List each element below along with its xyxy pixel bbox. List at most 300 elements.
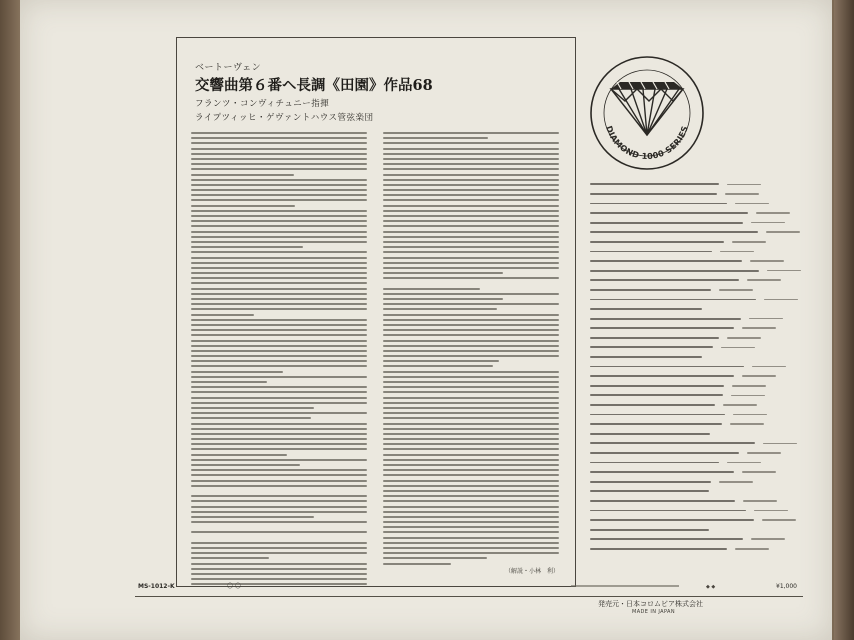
text-line <box>383 490 559 492</box>
text-line <box>191 500 367 502</box>
catalog-entry-title <box>590 212 748 214</box>
catalog-entry-title <box>590 375 734 377</box>
catalog-number: MS-1012-K <box>138 583 175 590</box>
catalog-entry-number <box>732 241 766 243</box>
text-line <box>191 272 367 274</box>
catalog-entry-title <box>590 462 719 464</box>
text-line <box>383 303 559 305</box>
text-line <box>191 205 295 207</box>
catalog-entry-title <box>590 366 744 368</box>
text-line <box>191 521 367 523</box>
text-line <box>383 371 559 373</box>
text-line <box>383 257 559 259</box>
text-line <box>191 288 367 290</box>
text-line <box>191 433 367 435</box>
catalog-entry-number <box>742 375 776 377</box>
footer-rule <box>135 596 803 597</box>
logo-series-text: DIAMOND 1000 SERIES <box>604 124 690 162</box>
text-line <box>191 174 294 176</box>
text-line <box>383 480 559 482</box>
catalog-entry <box>590 506 810 515</box>
text-line <box>383 423 559 425</box>
text-line <box>383 215 559 217</box>
text-line <box>191 220 367 222</box>
catalog-entry-number <box>719 289 753 291</box>
catalog-entry <box>590 266 810 275</box>
catalog-entry-number <box>727 184 761 186</box>
text-line <box>383 391 559 393</box>
catalog-entry <box>590 190 810 199</box>
catalog-entry <box>590 247 810 256</box>
product-code-mark: ◆ ◆ <box>706 584 716 590</box>
text-line <box>383 168 559 170</box>
text-line <box>191 381 267 383</box>
text-line <box>383 314 559 316</box>
text-line <box>383 464 559 466</box>
text-line <box>191 448 367 450</box>
catalog-entry <box>590 334 810 343</box>
catalog-entry-title <box>590 308 702 310</box>
text-line <box>383 158 559 160</box>
catalog-entry <box>590 276 810 285</box>
text-line <box>383 142 559 144</box>
catalog-entry-number <box>727 337 761 339</box>
catalog-entry-title <box>590 251 712 253</box>
text-line <box>191 423 367 425</box>
diamond-icon <box>611 82 683 135</box>
catalog-entry-number <box>730 423 764 425</box>
catalog-entry-number <box>763 443 797 445</box>
text-line <box>383 210 559 212</box>
text-line <box>191 189 367 191</box>
text-line <box>191 324 367 326</box>
text-line <box>191 251 367 253</box>
text-line <box>191 428 367 430</box>
text-line <box>191 474 367 476</box>
catalog-entry-number <box>749 318 783 320</box>
text-line <box>191 241 367 243</box>
catalog-entry-number <box>727 462 761 464</box>
text-line <box>191 511 367 513</box>
text-line <box>383 542 559 544</box>
text-line <box>383 495 559 497</box>
text-line <box>191 542 367 544</box>
text-line <box>191 547 367 549</box>
catalog-list <box>590 180 810 554</box>
catalog-entry <box>590 420 810 429</box>
text-line <box>191 168 367 170</box>
catalog-entry-title <box>590 404 715 406</box>
liner-notes-box <box>176 37 576 587</box>
text-line <box>191 412 367 414</box>
text-line <box>191 298 367 300</box>
catalog-entry-title <box>590 442 755 444</box>
text-line <box>383 511 559 513</box>
text-line <box>383 148 559 150</box>
catalog-entry-number <box>762 519 796 521</box>
catalog-entry-number <box>710 308 744 310</box>
catalog-entry <box>590 286 810 295</box>
text-line <box>191 438 367 440</box>
text-line <box>191 277 367 279</box>
text-line <box>191 215 367 217</box>
text-line <box>383 350 559 352</box>
text-line <box>383 137 488 139</box>
catalog-entry <box>590 449 810 458</box>
text-line <box>383 334 559 336</box>
text-line <box>383 448 559 450</box>
catalog-entry-number <box>767 270 801 272</box>
catalog-entry-number <box>717 529 751 531</box>
conductor-credit: フランツ・コンヴィチュニー指揮 <box>195 99 330 109</box>
text-line <box>383 438 559 440</box>
text-line <box>191 267 367 269</box>
catalog-entry <box>590 362 810 371</box>
catalog-entry <box>590 324 810 333</box>
liner-signature: （解説・小林 利） <box>504 568 559 575</box>
catalog-entry-title <box>590 433 710 435</box>
catalog-entry-number <box>747 452 781 454</box>
text-line <box>191 583 367 585</box>
text-line <box>191 137 367 139</box>
text-line <box>191 210 367 212</box>
text-line <box>383 298 503 300</box>
catalog-entry-title <box>590 289 711 291</box>
text-line <box>383 397 559 399</box>
catalog-entry-title <box>590 337 719 339</box>
text-line <box>383 563 451 565</box>
text-line <box>383 360 499 362</box>
catalog-entry-title <box>590 193 717 195</box>
orchestra-credit: ライプツィッヒ・ゲヴァントハウス管弦楽団 <box>195 113 374 123</box>
text-line <box>191 417 311 419</box>
catalog-entry-title <box>590 231 758 233</box>
catalog-entry-title <box>590 452 739 454</box>
text-line <box>191 516 314 518</box>
catalog-entry-title <box>590 241 724 243</box>
catalog-entry-title <box>590 529 709 531</box>
catalog-entry <box>590 458 810 467</box>
catalog-entry-title <box>590 183 719 185</box>
text-line <box>383 531 559 533</box>
catalog-entry <box>590 477 810 486</box>
text-line <box>383 153 559 155</box>
text-line <box>383 220 559 222</box>
catalog-entry-number <box>751 538 785 540</box>
text-line <box>383 236 559 238</box>
text-line <box>191 293 367 295</box>
text-line <box>383 272 503 274</box>
catalog-entry <box>590 353 810 362</box>
text-line <box>191 526 367 528</box>
catalog-entry <box>590 516 810 525</box>
text-line <box>191 563 367 565</box>
text-line <box>191 262 367 264</box>
made-in-label: MADE IN JAPAN <box>632 609 676 615</box>
liner-text-column-left <box>191 132 367 589</box>
catalog-entry-number <box>742 471 776 473</box>
text-line <box>383 506 559 508</box>
text-line <box>383 516 559 518</box>
text-line <box>191 578 367 580</box>
catalog-entry-title <box>590 318 741 320</box>
text-line <box>383 163 559 165</box>
catalog-entry-number <box>718 433 752 435</box>
text-line <box>383 381 559 383</box>
text-line <box>383 521 559 523</box>
text-line <box>383 459 559 461</box>
catalog-entry-title <box>590 385 724 387</box>
catalog-entry-title <box>590 394 723 396</box>
text-line <box>383 526 559 528</box>
text-line <box>191 236 367 238</box>
catalog-entry <box>590 497 810 506</box>
text-line <box>383 277 559 279</box>
text-line <box>383 485 559 487</box>
catalog-entry-number <box>742 327 776 329</box>
text-line <box>191 282 367 284</box>
catalog-entry <box>590 180 810 189</box>
catalog-entry-title <box>590 260 742 262</box>
text-line <box>191 464 300 466</box>
text-line <box>383 246 559 248</box>
text-line <box>191 557 269 559</box>
text-line <box>383 184 559 186</box>
text-line <box>383 417 559 419</box>
liner-text-column-right <box>383 132 559 568</box>
background-right-edge <box>834 0 854 640</box>
catalog-entry-title <box>590 510 746 512</box>
catalog-entry-title <box>590 270 759 272</box>
text-line <box>383 365 493 367</box>
catalog-entry-title <box>590 203 727 205</box>
text-line <box>383 319 559 321</box>
background-left-edge <box>0 0 22 640</box>
catalog-entry-title <box>590 500 735 502</box>
text-line <box>383 557 487 559</box>
text-line <box>191 386 367 388</box>
text-line <box>383 407 559 409</box>
text-line <box>383 288 480 290</box>
text-line <box>191 552 367 554</box>
text-line <box>383 469 559 471</box>
text-line <box>191 199 367 201</box>
catalog-entry-number <box>710 356 744 358</box>
catalog-entry-title <box>590 222 743 224</box>
liner-heading <box>195 60 433 123</box>
text-line <box>383 345 559 347</box>
catalog-entry-title <box>590 481 711 483</box>
text-line <box>191 345 367 347</box>
catalog-entry-number <box>733 414 767 416</box>
catalog-entry-title <box>590 490 709 492</box>
catalog-entry-number <box>735 203 769 205</box>
diamond-logo <box>587 53 707 173</box>
distributor-label: 発売元・日本コロムビア株式会社 <box>598 600 703 608</box>
catalog-entry <box>590 439 810 448</box>
text-line <box>191 184 367 186</box>
text-line <box>191 257 367 259</box>
text-line <box>191 397 367 399</box>
catalog-entry <box>590 343 810 352</box>
text-line <box>383 412 559 414</box>
notice-text-line <box>571 585 679 587</box>
work-title: 交響曲第６番ヘ長調《田園》作品68 <box>195 77 433 94</box>
catalog-entry <box>590 372 810 381</box>
text-line <box>191 308 367 310</box>
text-line <box>191 573 367 575</box>
text-line <box>383 340 559 342</box>
catalog-entry-title <box>590 471 734 473</box>
text-line <box>383 428 559 430</box>
text-line <box>383 225 559 227</box>
catalog-entry-title <box>590 538 743 540</box>
text-line <box>191 568 367 570</box>
text-line <box>191 355 367 357</box>
catalog-entry <box>590 535 810 544</box>
text-line <box>383 241 559 243</box>
text-line <box>191 365 367 367</box>
catalog-entry <box>590 381 810 390</box>
catalog-entry <box>590 305 810 314</box>
catalog-entry <box>590 487 810 496</box>
text-line <box>191 334 367 336</box>
catalog-entry-title <box>590 327 734 329</box>
text-line <box>383 231 559 233</box>
text-line <box>191 371 283 373</box>
text-line <box>383 329 559 331</box>
text-line <box>383 386 559 388</box>
text-line <box>191 495 367 497</box>
catalog-entry <box>590 401 810 410</box>
text-line <box>191 303 367 305</box>
text-line <box>383 355 559 357</box>
catalog-entry-number <box>747 279 781 281</box>
catalog-entry-number <box>735 548 769 550</box>
text-line <box>191 163 367 165</box>
text-line <box>191 469 367 471</box>
text-line <box>191 454 287 456</box>
catalog-entry <box>590 468 810 477</box>
catalog-entry-number <box>725 193 759 195</box>
text-line <box>383 324 559 326</box>
text-line <box>191 537 367 539</box>
composer-label: ベートーヴェン <box>195 63 262 73</box>
catalog-entry <box>590 238 810 247</box>
text-line <box>191 490 367 492</box>
text-line <box>383 194 559 196</box>
catalog-entry <box>590 410 810 419</box>
text-line <box>191 225 367 227</box>
text-line <box>383 199 559 201</box>
text-line <box>191 158 367 160</box>
catalog-entry-title <box>590 519 754 521</box>
text-line <box>191 459 367 461</box>
text-line <box>191 231 367 233</box>
catalog-entry-number <box>766 231 800 233</box>
text-line <box>383 251 559 253</box>
text-line <box>383 454 559 456</box>
text-line <box>191 340 367 342</box>
text-line <box>383 189 559 191</box>
catalog-entry <box>590 295 810 304</box>
catalog-entry <box>590 391 810 400</box>
text-line <box>191 132 367 134</box>
catalog-entry-number <box>752 366 786 368</box>
text-line <box>191 531 367 533</box>
text-line <box>191 506 367 508</box>
text-line <box>383 262 559 264</box>
text-line <box>383 174 559 176</box>
text-line <box>191 329 367 331</box>
catalog-entry-title <box>590 548 727 550</box>
catalog-entry-title <box>590 356 702 358</box>
text-line <box>191 246 303 248</box>
text-line <box>191 376 367 378</box>
text-line <box>383 402 559 404</box>
catalog-entry-number <box>719 481 753 483</box>
catalog-entry <box>590 209 810 218</box>
catalog-entry <box>590 314 810 323</box>
catalog-entry-number <box>751 222 785 224</box>
text-line <box>383 376 559 378</box>
text-line <box>383 293 559 295</box>
catalog-entry-number <box>754 510 788 512</box>
price-label: ¥1,000 <box>776 583 797 590</box>
catalog-entry-number <box>717 491 751 493</box>
catalog-entry-title <box>590 414 725 416</box>
catalog-entry <box>590 228 810 237</box>
catalog-entry-title <box>590 299 756 301</box>
text-line <box>191 350 367 352</box>
text-line <box>191 391 367 393</box>
catalog-entry <box>590 199 810 208</box>
text-line <box>191 194 367 196</box>
text-line <box>191 148 367 150</box>
text-line <box>383 179 559 181</box>
text-line <box>191 480 367 482</box>
catalog-entry-number <box>721 347 755 349</box>
catalog-entry-number <box>764 299 798 301</box>
catalog-entry-title <box>590 346 713 348</box>
text-line <box>383 132 559 134</box>
text-line <box>191 443 367 445</box>
text-line <box>191 319 367 321</box>
text-line <box>191 179 367 181</box>
catalog-entry-number <box>743 500 777 502</box>
catalog-entry <box>590 429 810 438</box>
catalog-entry-number <box>750 260 784 262</box>
text-line <box>383 282 559 284</box>
text-line <box>383 205 559 207</box>
catalog-entry-number <box>731 395 765 397</box>
text-line <box>383 308 497 310</box>
text-line <box>383 433 559 435</box>
text-line <box>191 407 314 409</box>
catalog-entry-title <box>590 279 739 281</box>
text-line <box>191 360 367 362</box>
text-line <box>383 474 559 476</box>
catalog-entry-number <box>723 404 757 406</box>
text-line <box>191 402 367 404</box>
catalog-entry <box>590 545 810 554</box>
catalog-entry-number <box>720 251 754 253</box>
text-line <box>191 142 367 144</box>
text-line <box>191 485 367 487</box>
text-line <box>191 314 254 316</box>
text-line <box>383 537 559 539</box>
catalog-entry <box>590 218 810 227</box>
